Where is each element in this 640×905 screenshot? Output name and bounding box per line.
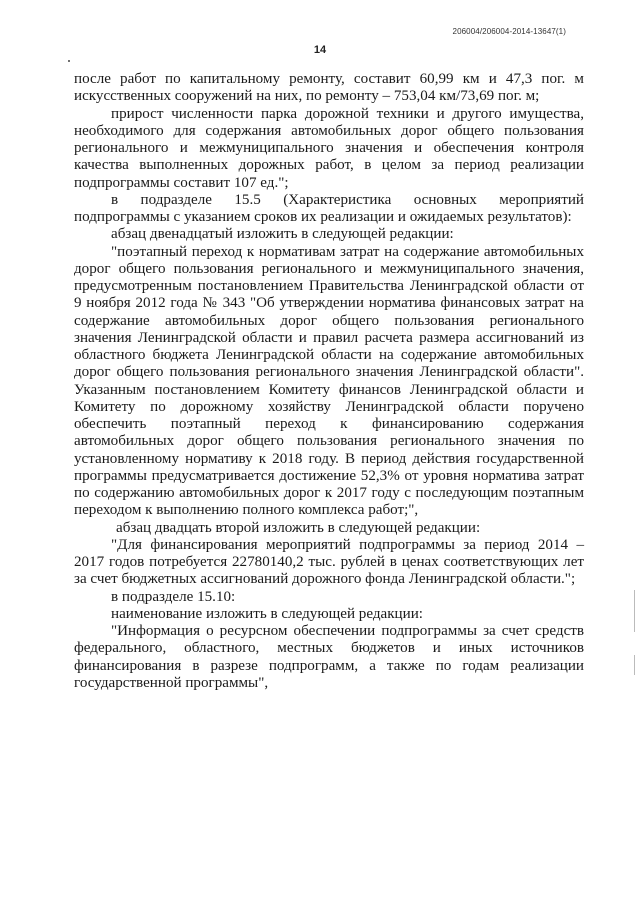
paragraph-twelfth-clause-header: абзац двенадцатый изложить в следующей редакции: xyxy=(111,226,454,243)
paragraph-subsection-15-10: в подразделе 15.10: xyxy=(111,588,236,605)
paragraph-repair-results: после работ по капитальному ремонту, составит 60,99 км и 47,3 пог. м искусственных сооружений на них, по ремонту – 753,04 км/73,69 пог. м; xyxy=(74,71,584,105)
document-body xyxy=(74,71,584,692)
paragraph-subsection-15-5: в подразделе 15.5 (Характеристика основных мероприятий подпрограммы с указанием сроков их реализации и ожидаемых результатов): xyxy=(74,191,584,225)
paragraph-title-clause-header: наименование изложить в следующей редакции: xyxy=(111,605,423,622)
paragraph-equipment-growth: прирост численности парка дорожной техники и другого имущества, необходимого для содержания автомобильных дорог общего пользования регионального и межмуниципального значения и обеспечения контроля качества выполненных дорожных работ, в целом за период реализации подпрограммы составит 107 ед."; xyxy=(74,105,584,191)
scan-edge-mark xyxy=(634,655,635,675)
document-registration-number: 206004/206004-2014-13647(1) xyxy=(452,27,566,36)
paragraph-resource-information: "Информация о ресурсном обеспечении подпрограммы за счет средств федерального, областного, местных бюджетов и иных источников финансирования в разрезе подпрограмм, а также по годам реализации государственной программы", xyxy=(74,623,584,691)
scan-edge-mark xyxy=(634,590,635,632)
paragraph-twenty-second-clause-header: абзац двадцать второй изложить в следующей редакции: xyxy=(116,519,481,536)
paragraph-maintenance-norms: "поэтапный переход к нормативам затрат на содержание автомобильных дорог общего пользования регионального и межмуниципального значения, предусмотренным постановлением Правительства Ленинградской области от 9 ноября 2012 года № 343 "Об утверждении норматива финансовых затрат на содержание автомобильных дорог общего пользования регионального значения Ленинградской области и правил расчета размера ассигнований из областного бюджета Ленинградской области на содержание автомобильных дорог общего пользования регионального значения Ленинградской области". Указанным постановлением Комитету финансов Ленинградской области и Комитету по дорожному хозяйству Ленинградской области поручено обеспечить поэтапный переход к финансированию содержания автомобильных дорог общего пользования регионального значения по установленному нормативу к 2018 году. В период действия государственной программы предусматривается достижение 52,3% от уровня норматива затрат по содержанию автомобильных дорог к 2017 году с последующим поэтапным переходом к выполнению полного комплекса работ;", xyxy=(74,243,584,519)
paragraph-financing-amount: "Для финансирования мероприятий подпрограммы за период 2014 – 2017 годов потребуется 22780140,2 тыс. рублей в ценах соответствующих лет за счет бюджетных ассигнований дорожного фонда Ленинградской области."; xyxy=(74,536,584,588)
page-number: 14 xyxy=(313,44,327,56)
scan-artifact xyxy=(68,60,70,62)
